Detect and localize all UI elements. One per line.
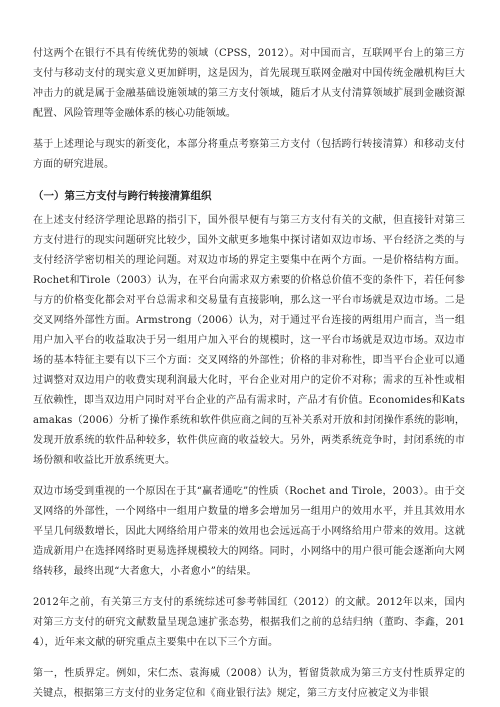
section-paragraph-1: 在上述支付经济学理论思路的指引下，国外很早便有与第三方支付有关的文献，但直接针对第三方支付进行的现实问题研究比较少，国外文献更多地集中探讨诸如双边市场、平台经济之类的与支付经济学密切相关的理论问题。对双边市场的界定主要集中在两个方面。一是价格结构方面。Rochet和Tirole（2003）认为，在平台向需求双方索要的价格总价值不变的条件下，若任何参与方的价格变化都会对平台总需求和交易量有直接影响，那么这一平台市场就是双边市场。二是交叉网络外部性方面。Armstrong（2006）认为，对于通过平台连接的两组用户而言，当一组用户加入平台的收益取决于另一组用户加入平台的规模时，这一平台市场就是双边市场。双边市场的基本特征主要有以下三个方面：交叉网络的外部性；价格的非对称性，即当平台企业可以通过调整对双边用户的收费实现利润最大化时，平台企业对用户的定价不对称；需求的互补性或相互依赖性，即当双边用户同时对平台企业的产品有需求时，产品才有价值。Economides和Katsamakas（2006）分析了操作系统和软件供应商之间的互补关系对开放和封闭操作系统的影响，发现开放系统的软件品种较多，软件供应商的收益较大。另外，两类系统竞争时，封闭系统的市场份额和收益比开放系统更大。	[33, 215, 465, 466]
paragraph-gap	[33, 124, 465, 135]
section-paragraph-4: 第一，性质界定。例如，宋仁杰、袁海威（2008）认为，暂留货款成为第三方支付性质界定的关键点，根据第三方支付的业务定位和《商业银行法》规定，第三方支付应被定义为非银	[33, 668, 465, 699]
section-paragraph-3: 2012年之前，有关第三方支付的系统综述可参考韩国红（2012）的文献。2012年以来，国内对第三方支付的研究文献数量呈现急速扩张态势，根据我们之前的总结归纳（董昀、李鑫，2014），近年来文献的研究重点主要集中在以下三个方面。	[33, 597, 465, 648]
section-paragraph-2: 双边市场受到重视的一个原因在于其“赢者通吃”的性质（Rochet and Tirole，2003）。由于交叉网络的外部性，一个网络中一组用户数量的增多会增加另一组用户的效用水平，并且其效用水平呈几何级数增长，因此大网络给用户带来的效用也会远远高于小网络给用户带来的效用。这就造成新用户在选择网络时更易选择规模较大的网络。同时，小网络中的用户很可能会逐渐向大网络转移，最终出现“大者愈大，小者愈小”的结果。	[33, 486, 465, 577]
document-page	[33, 44, 465, 704]
section-heading: （一）第三方支付与跨行转接清算组织	[33, 190, 212, 202]
paragraph-gap	[33, 653, 465, 664]
paragraph-gap	[33, 471, 465, 482]
paragraph-gap	[33, 582, 465, 593]
paragraph-gap	[33, 175, 465, 186]
paragraph-2: 基于上述理论与现实的新变化，本部分将重点考察第三方支付（包括跨行转接清算）和移动支付方面的研究进展。	[33, 139, 465, 170]
paragraph-1: 付这两个在银行不具有传统优势的领域（CPSS，2012）。对中国而言，互联网平台上的第三方支付与移动支付的现实意义更加鲜明，这是因为，首先展现互联网金融对中国传统金融机构巨大冲击力的就是属于金融基础设施领域的第三方支付领域，随后才从支付清算领域扩展到金融资源配置、风险管理等金融体系的核心功能领域。	[33, 48, 465, 119]
